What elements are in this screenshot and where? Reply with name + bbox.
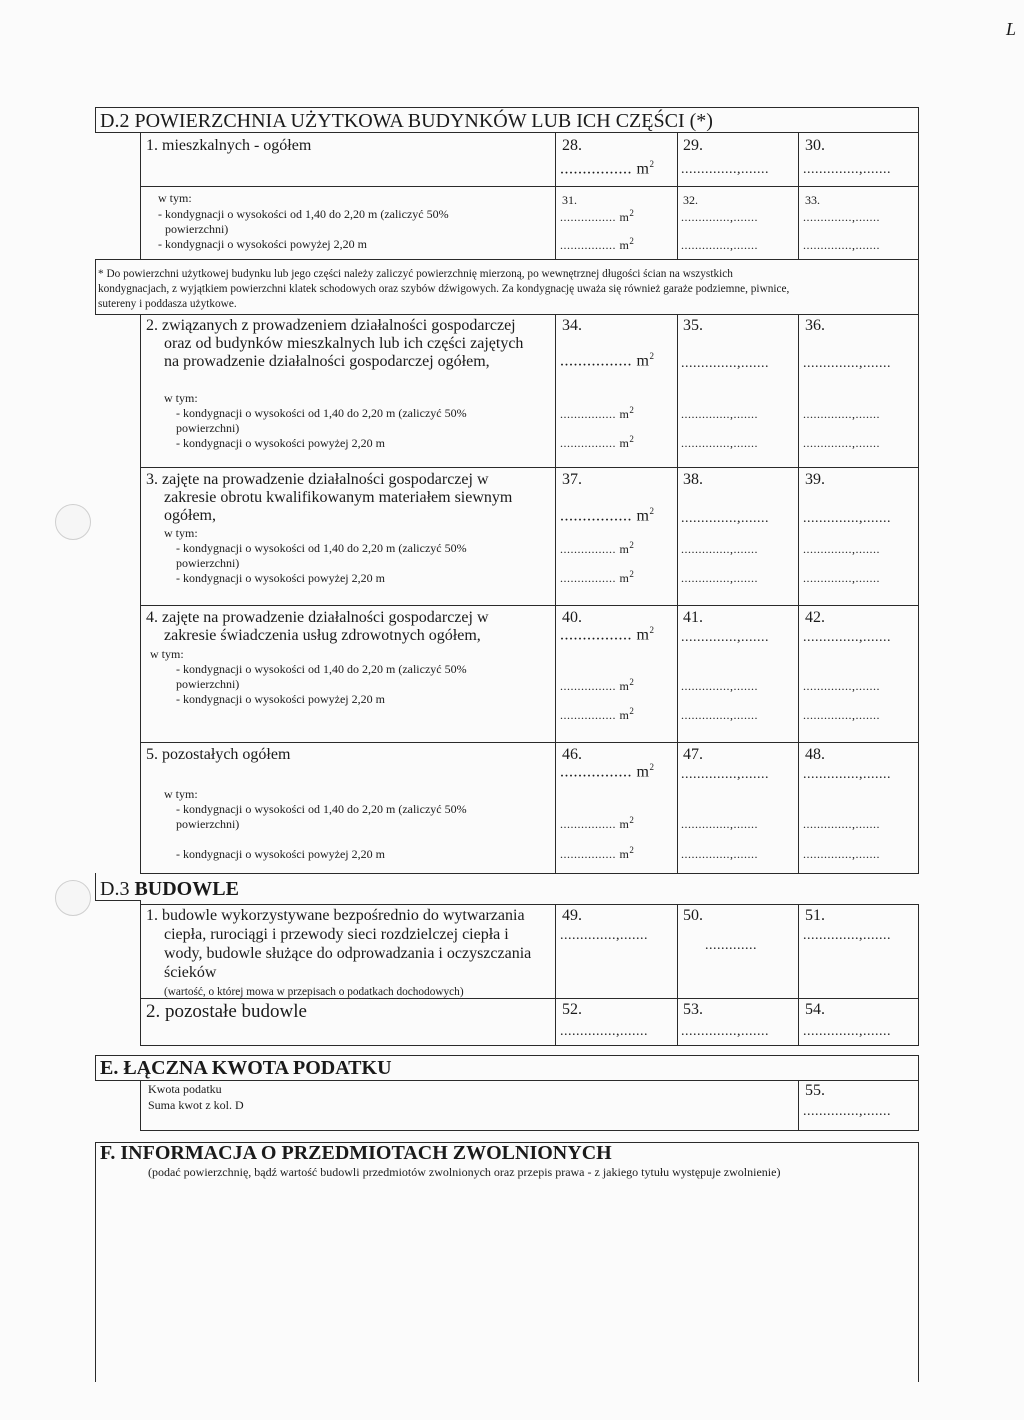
punch-hole-icon [55,504,91,540]
field-number: 31. [562,193,577,207]
field-number: 41. [683,609,703,626]
area-field[interactable]: ................ $m^2$ [560,677,635,693]
value-field[interactable]: ..............,....... [681,630,769,645]
footnote-line: sutereny i poddasza użytkowe. [98,298,237,310]
field-number: 35. [683,317,703,334]
field-number: 37. [562,471,582,488]
sub-label: powierzchni) [176,556,240,570]
sub-label: - kondygnacji o wysokości od 1,40 do 2,20 m (zaliczyć 50% [176,406,467,420]
field-number: 29. [683,137,703,154]
area-field[interactable]: ................ $m^2$ [560,706,635,722]
tax-field[interactable]: ..............,....... [803,847,880,861]
value-field[interactable]: ..............,....... [681,511,769,526]
row-note: (wartość, o której mowa w przepisach o podatkach dochodowych) [164,986,464,998]
page-mark: L [1006,19,1017,39]
sub-label: powierzchni) [176,677,240,691]
field-number: 51. [805,907,825,924]
section-title: D.3 BUDOWLE [100,878,239,900]
value-field[interactable]: ..............,....... [681,238,758,252]
tax-field[interactable]: ..............,....... [803,928,891,943]
area-field[interactable]: ................ $m^2$ [560,405,635,421]
area-field[interactable]: ................ $m^2$ [560,845,635,861]
area-field[interactable]: ................ $m^2$ [560,762,655,781]
area-field[interactable]: ................ $m^2$ [560,506,655,525]
value-field[interactable]: ..............,....... [681,817,758,831]
sub-label: - kondygnacji o wysokości od 1,40 do 2,20 m (zaliczyć 50% [176,802,467,816]
field-number: 28. [562,137,582,154]
tax-field[interactable]: ..............,....... [803,817,880,831]
row-label: 1. mieszkalnych - ogółem [146,137,312,154]
value-field[interactable]: ..............,....... [681,436,758,450]
sub-label: - kondygnacji o wysokości powyżej 2,20 m [176,436,385,450]
area-field[interactable]: ................ $m^2$ [560,236,635,252]
area-field[interactable]: ................ $m^2$ [560,434,635,450]
tax-field[interactable]: ..............,....... [803,356,891,371]
row-label: 2. pozostałe budowle [146,1001,307,1022]
row-label: wody, budowle służące do odprowadzania i oczyszczania [164,945,532,962]
row-label: na prowadzenie działalności gospodarczej ogółem, [164,353,490,370]
field-number: 52. [562,1001,582,1018]
sub-label: w tym: [164,787,198,801]
row-label: Suma kwot z kol. D [148,1098,244,1112]
row-label: 4. zajęte na prowadzenie działalności gospodarczej w [146,609,489,626]
sub-label: - kondygnacji o wysokości od 1,40 do 2,20 m (zaliczyć 50% [176,662,467,676]
footnote-line: kondygnacjach, z wyjątkiem powierzchni klatek schodowych oraz szybów dźwigowych. Za kondygnację uważa się również garaże podziemne, piwnice, [98,283,790,295]
section-title: F. INFORMACJA O PRZEDMIOTACH ZWOLNIONYCH [100,1142,612,1164]
value-field[interactable]: ..............,....... [681,407,758,421]
value-field[interactable]: ..............,....... [681,162,769,177]
tax-field[interactable]: ..............,....... [803,542,880,556]
sub-label: - kondygnacji o wysokości powyżej 2,20 m [176,571,385,585]
tax-field[interactable]: ..............,....... [803,679,880,693]
row-label: Kwota podatku [148,1082,222,1096]
field-number: 55. [805,1082,825,1099]
row-label: ścieków [164,964,217,981]
tax-field[interactable]: ..............,....... [803,511,891,526]
value-field[interactable]: ..............,....... [681,571,758,585]
area-field[interactable]: ................ $m^2$ [560,208,635,224]
tax-field[interactable]: ..............,....... [803,210,880,224]
field-number: 39. [805,471,825,488]
field-number: 36. [805,317,825,334]
row-label: 5. pozostałych ogółem [146,746,291,763]
sub-label: powierzchni) [176,421,240,435]
section-title: E. ŁĄCZNA KWOTA PODATKU [100,1057,392,1079]
field-number: 47. [683,746,703,763]
area-field[interactable]: ................ $m^2$ [560,569,635,585]
row-label: oraz od budynków mieszkalnych lub ich części zajętych [164,335,524,352]
sub-label: w tym: [164,391,198,405]
field-number: 32. [683,193,698,207]
field-number: 42. [805,609,825,626]
sub-label: - kondygnacji o wysokości powyżej 2,20 m [176,847,385,861]
field-number: 46. [562,746,582,763]
value-field[interactable]: ..............,....... [681,708,758,722]
tax-field[interactable]: ..............,....... [803,630,891,645]
value-field[interactable]: ..............,....... [560,928,648,943]
exemptions-area[interactable] [100,1185,912,1375]
value-field[interactable]: ..............,....... [681,679,758,693]
row-label: 3. zajęte na prowadzenie działalności gospodarczej w [146,471,489,488]
sub-label: w tym: [150,647,184,661]
tax-field[interactable]: ..............,....... [803,162,891,177]
sub-label: w tym: [158,191,192,205]
rate-field[interactable]: ..............,....... [681,1024,769,1039]
field-number: 54. [805,1001,825,1018]
rate-field[interactable]: ............. [705,938,757,953]
area-field[interactable]: ................ $m^2$ [560,351,655,370]
row-label: zakresie świadczenia usług zdrowotnych ogółem, [164,627,481,644]
area-field[interactable]: ................ $m^2$ [560,159,655,178]
row-label: 2. związanych z prowadzeniem działalności gospodarczej [146,317,516,334]
section-title: D.2 POWIERZCHNIA UŻYTKOWA BUDYNKÓW LUB ICH CZĘŚCI (*) [100,110,713,132]
area-field[interactable]: ................ $m^2$ [560,625,655,644]
value-field[interactable]: ..............,....... [681,542,758,556]
punch-hole-icon [55,880,91,916]
row-label: ogółem, [164,507,216,524]
field-number: 48. [805,746,825,763]
field-number: 50. [683,907,703,924]
field-number: 49. [562,907,582,924]
field-number: 53. [683,1001,703,1018]
value-field[interactable]: ..............,....... [681,210,758,224]
row-label: zakresie obrotu kwalifikowanym materiałem siewnym [164,489,513,506]
field-number: 34. [562,317,582,334]
area-field[interactable]: ................ $m^2$ [560,540,635,556]
section-subtitle: (podać powierzchnię, bądź wartość budowli przedmiotów zwolnionych oraz przepis prawa - z jakiego tytułu występuje zwolnienie) [148,1165,781,1179]
sub-label: w tym: [164,526,198,540]
tax-field[interactable]: ..............,....... [803,238,880,252]
tax-field[interactable]: ..............,....... [803,436,880,450]
value-field[interactable]: ..............,....... [681,767,769,782]
value-field[interactable]: ..............,....... [560,1024,648,1039]
row-label: ciepła, rurociągi i przewody sieci rozdzielczej ciepła i [164,926,509,943]
field-number: 38. [683,471,703,488]
area-field[interactable]: ................ $m^2$ [560,815,635,831]
sub-label: - kondygnacji o wysokości od 1,40 do 2,20 m (zaliczyć 50% [158,207,449,221]
sub-label: - kondygnacji o wysokości od 1,40 do 2,20 m (zaliczyć 50% [176,541,467,555]
value-field[interactable]: ..............,....... [681,356,769,371]
field-number: 30. [805,137,825,154]
tax-field[interactable]: ..............,....... [803,708,880,722]
field-number: 33. [805,193,820,207]
field-number: 40. [562,609,582,626]
sub-label: powierzchni) [165,222,229,236]
tax-field[interactable]: ..............,....... [803,571,880,585]
tax-field[interactable]: ..............,....... [803,1024,891,1039]
footnote-line: * Do powierzchni użytkowej budynku lub jego części należy zaliczyć powierzchnię mierzoną, po wewnętrznej długości ścian na wszystkich [98,268,733,280]
total-tax-field[interactable]: ..............,....... [803,1104,891,1119]
tax-field[interactable]: ..............,....... [803,767,891,782]
row-label: 1. budowle wykorzystywane bezpośrednio do wytwarzania [146,907,525,924]
tax-field[interactable]: ..............,....... [803,407,880,421]
sub-label: - kondygnacji o wysokości powyżej 2,20 m [176,692,385,706]
sub-label: powierzchni) [176,817,240,831]
value-field[interactable]: ..............,....... [681,847,758,861]
sub-label: - kondygnacji o wysokości powyżej 2,20 m [158,237,367,251]
